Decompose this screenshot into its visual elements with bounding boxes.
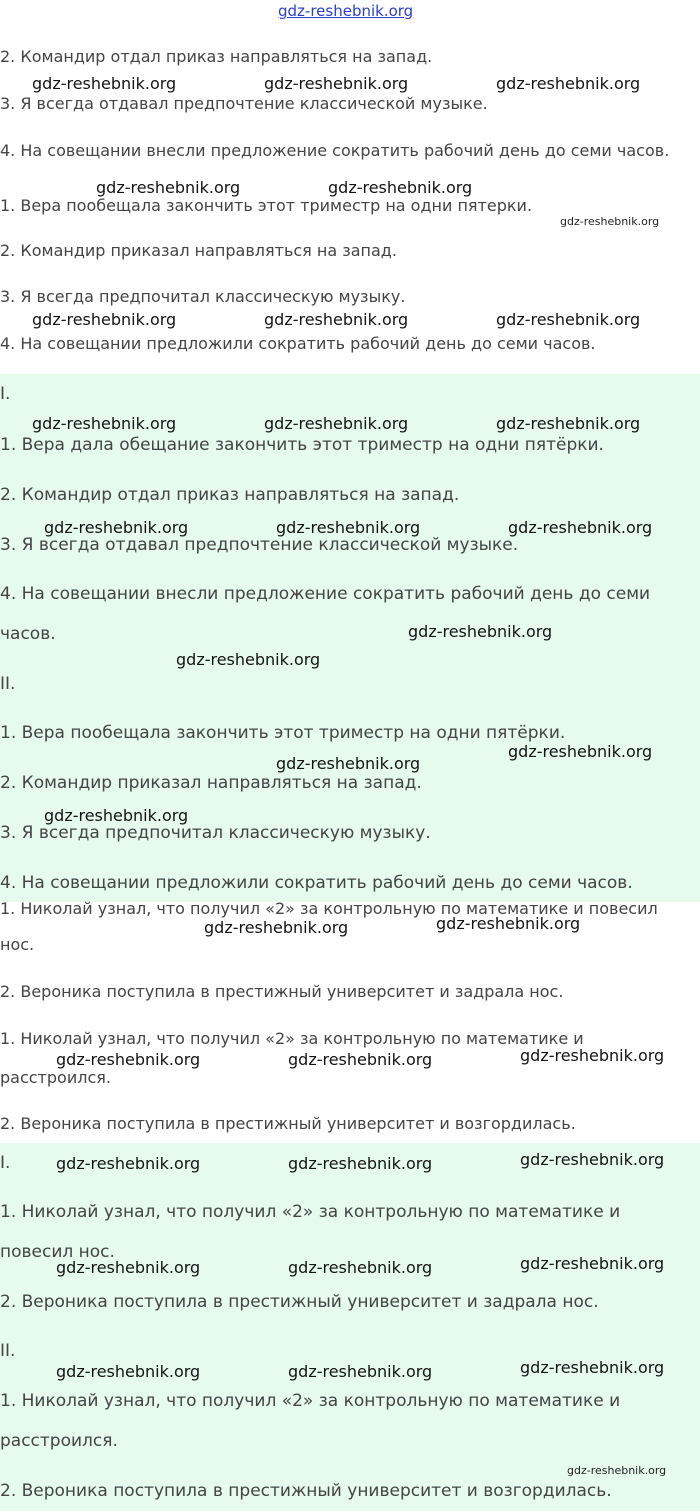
text-line: 1. Николай узнал, что получил «2» за контрольную по математике и — [0, 1391, 621, 1411]
watermark-text: gdz-reshebnik.org — [44, 806, 189, 825]
text-line: часов. — [0, 624, 56, 644]
watermark-text: gdz-reshebnik.org — [567, 1464, 667, 1477]
text-line: нос. — [0, 935, 35, 954]
watermark-text: gdz-reshebnik.org — [288, 1258, 433, 1277]
watermark-text: gdz-reshebnik.org — [496, 74, 641, 93]
watermark-text: gdz-reshebnik.org — [32, 414, 177, 433]
text-line: 4. На совещании предложили сократить рабочий день до семи часов. — [0, 873, 633, 893]
watermark-text: gdz-reshebnik.org — [56, 1258, 201, 1277]
watermark-text: gdz-reshebnik.org — [496, 414, 641, 433]
watermark-text: gdz-reshebnik.org — [264, 74, 409, 93]
text-line: расстроился. — [0, 1431, 118, 1451]
text-line: 4. На совещании предложили сократить рабочий день до семи часов. — [0, 334, 596, 353]
text-line: 2. Командир приказал направляться на запад. — [0, 773, 422, 793]
text-line: повесил нос. — [0, 1242, 115, 1262]
watermark-text: gdz-reshebnik.org — [520, 1150, 665, 1169]
watermark-text: gdz-reshebnik.org — [276, 754, 421, 773]
text-line: 2. Вероника поступила в престижный университет и задрала нос. — [0, 1292, 599, 1312]
text-line: 1. Николай узнал, что получил «2» за контрольную по математике и повесил — [0, 899, 658, 918]
text-line: 2. Вероника поступила в престижный университет и возгордилась. — [0, 1481, 612, 1501]
watermark-text: gdz-reshebnik.org — [44, 518, 189, 537]
watermark-text: gdz-reshebnik.org — [56, 1362, 201, 1381]
watermark-text: gdz-reshebnik.org — [264, 310, 409, 329]
text-line: 2. Командир отдал приказ направляться на запад. — [0, 47, 433, 66]
watermark-text: gdz-reshebnik.org — [96, 178, 241, 197]
text-line: 3. Я всегда предпочитал классическую музыку. — [0, 823, 431, 843]
watermark-text: gdz-reshebnik.org — [496, 310, 641, 329]
text-line: 4. На совещании внесли предложение сократить рабочий день до семи — [0, 584, 651, 604]
watermark-text: gdz-reshebnik.org — [56, 1050, 201, 1069]
watermark-text: gdz-reshebnik.org — [436, 914, 581, 933]
watermark-text: gdz-reshebnik.org — [520, 1046, 665, 1065]
watermark-top-link[interactable]: gdz-reshebnik.org — [278, 2, 414, 20]
text-line: 2. Командир отдал приказ направляться на запад. — [0, 485, 460, 505]
watermark-text: gdz-reshebnik.org — [508, 518, 653, 537]
watermark-text: gdz-reshebnik.org — [32, 310, 177, 329]
text-line: 3. Я всегда отдавал предпочтение классической музыке. — [0, 535, 519, 555]
watermark-text: gdz-reshebnik.org — [520, 1254, 665, 1273]
text-line: II. — [0, 674, 16, 694]
watermark-text: gdz-reshebnik.org — [32, 74, 177, 93]
watermark-text: gdz-reshebnik.org — [408, 622, 553, 641]
watermark-text: gdz-reshebnik.org — [328, 178, 473, 197]
text-line: II. — [0, 1341, 16, 1361]
text-line: 2. Вероника поступила в престижный университет и возгордилась. — [0, 1114, 576, 1133]
watermark-text: gdz-reshebnik.org — [204, 918, 349, 937]
text-line: 1. Вера пообещала закончить этот триместр на одни пятёрки. — [0, 723, 566, 743]
text-line: 3. Я всегда предпочитал классическую музыку. — [0, 287, 406, 306]
watermark-text: gdz-reshebnik.org — [288, 1362, 433, 1381]
text-line: 1. Николай узнал, что получил «2» за контрольную по математике и — [0, 1029, 584, 1048]
watermark-text: gdz-reshebnik.org — [560, 215, 660, 228]
text-line: I. — [0, 1153, 11, 1173]
text-line: 1. Вера дала обещание закончить этот триместр на одни пятёрки. — [0, 435, 604, 455]
watermark-text: gdz-reshebnik.org — [276, 518, 421, 537]
text-line: расстроился. — [0, 1068, 111, 1087]
watermark-text: gdz-reshebnik.org — [176, 650, 321, 669]
watermark-text: gdz-reshebnik.org — [520, 1358, 665, 1377]
text-line: 1. Николай узнал, что получил «2» за контрольную по математике и — [0, 1202, 621, 1222]
text-line: 2. Вероника поступила в престижный университет и задрала нос. — [0, 982, 564, 1001]
text-line: I. — [0, 384, 11, 404]
watermark-text: gdz-reshebnik.org — [56, 1154, 201, 1173]
watermark-text: gdz-reshebnik.org — [288, 1154, 433, 1173]
text-line: 3. Я всегда отдавал предпочтение классической музыке. — [0, 94, 488, 113]
text-line: 1. Вера пообещала закончить этот триместр на одни пятерки. — [0, 196, 533, 215]
watermark-text: gdz-reshebnik.org — [264, 414, 409, 433]
text-line: 2. Командир приказал направляться на запад. — [0, 241, 397, 260]
answer-block-2 — [0, 1143, 700, 1511]
watermark-text: gdz-reshebnik.org — [288, 1050, 433, 1069]
text-line: 4. На совещании внесли предложение сократить рабочий день до семи часов. — [0, 141, 670, 160]
watermark-text: gdz-reshebnik.org — [508, 742, 653, 761]
